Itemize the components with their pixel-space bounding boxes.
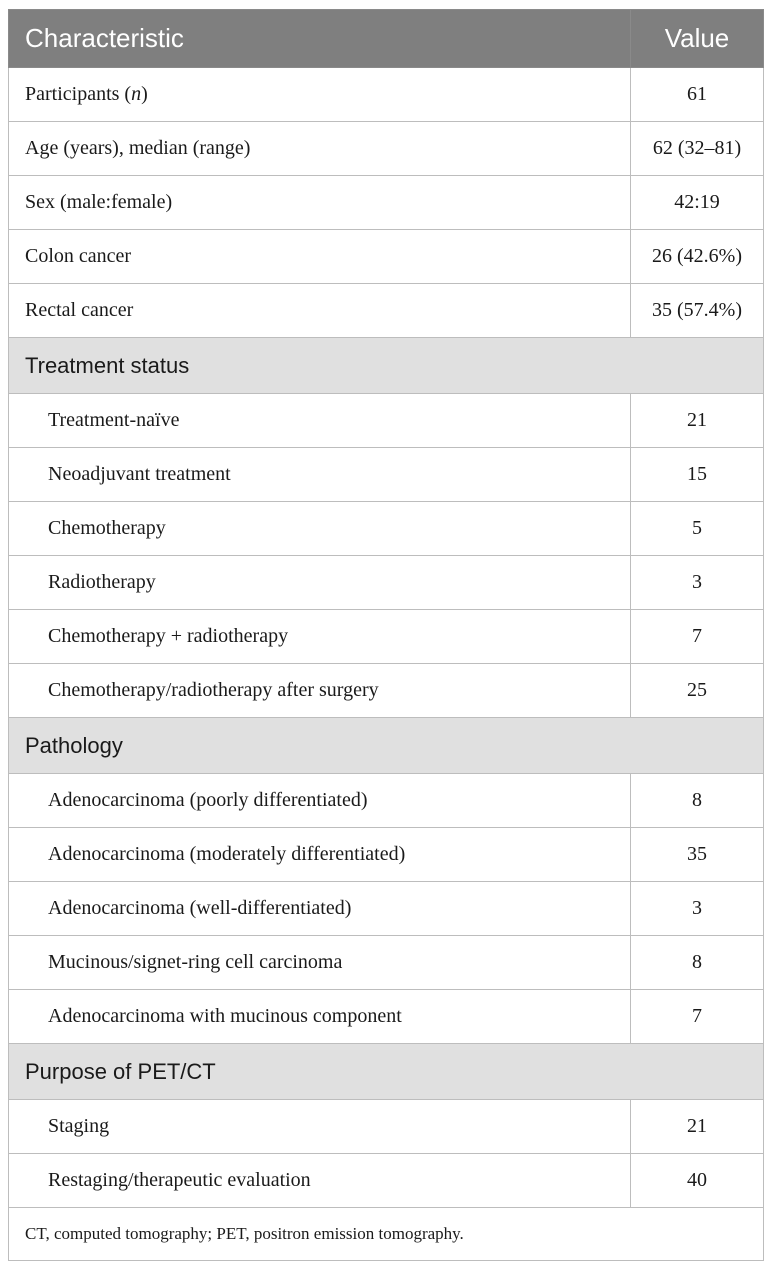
row-label: Adenocarcinoma (moderately differentiated) xyxy=(9,828,631,882)
table-row xyxy=(9,502,764,556)
table-row xyxy=(9,230,764,284)
row-value: 3 xyxy=(631,882,764,936)
row-value: 15 xyxy=(631,448,764,502)
row-label: Staging xyxy=(9,1100,631,1154)
row-label: Adenocarcinoma (well-differentiated) xyxy=(9,882,631,936)
row-value: 21 xyxy=(631,394,764,448)
characteristics-table xyxy=(8,9,764,1261)
table-row xyxy=(9,610,764,664)
row-label: Age (years), median (range) xyxy=(9,122,631,176)
table-row xyxy=(9,990,764,1044)
row-value: 8 xyxy=(631,936,764,990)
section-header-purpose-of-pet-ct xyxy=(9,1044,764,1100)
italic-n: n xyxy=(131,83,142,105)
row-value: 5 xyxy=(631,502,764,556)
row-value: 42:19 xyxy=(631,176,764,230)
table-row xyxy=(9,556,764,610)
row-label: Chemotherapy/radiotherapy after surgery xyxy=(9,664,631,718)
section-title: Purpose of PET/CT xyxy=(9,1044,764,1100)
row-label: Participants (n) xyxy=(9,68,631,122)
row-label: Sex (male:female) xyxy=(9,176,631,230)
section-title: Pathology xyxy=(9,718,764,774)
table-row xyxy=(9,828,764,882)
row-label: Mucinous/signet-ring cell carcinoma xyxy=(9,936,631,990)
table-row xyxy=(9,122,764,176)
table-row xyxy=(9,68,764,122)
row-value: 35 (57.4%) xyxy=(631,284,764,338)
row-label: Colon cancer xyxy=(9,230,631,284)
row-value: 8 xyxy=(631,774,764,828)
row-label: Adenocarcinoma (poorly differentiated) xyxy=(9,774,631,828)
row-value: 3 xyxy=(631,556,764,610)
row-label: Treatment-naïve xyxy=(9,394,631,448)
row-value: 25 xyxy=(631,664,764,718)
table-row xyxy=(9,774,764,828)
table-row xyxy=(9,664,764,718)
row-label: Chemotherapy + radiotherapy xyxy=(9,610,631,664)
table-row xyxy=(9,176,764,230)
table-header-row xyxy=(9,10,764,68)
header-characteristic: Characteristic xyxy=(9,10,631,68)
section-header-pathology xyxy=(9,718,764,774)
row-label: Rectal cancer xyxy=(9,284,631,338)
characteristics-table-container xyxy=(8,9,763,1261)
table-row xyxy=(9,1154,764,1208)
row-value: 26 (42.6%) xyxy=(631,230,764,284)
row-label: Restaging/therapeutic evaluation xyxy=(9,1154,631,1208)
row-value: 62 (32–81) xyxy=(631,122,764,176)
row-value: 35 xyxy=(631,828,764,882)
header-value: Value xyxy=(631,10,764,68)
row-label: Neoadjuvant treatment xyxy=(9,448,631,502)
row-value: 61 xyxy=(631,68,764,122)
table-footnote: CT, computed tomography; PET, positron emission tomography. xyxy=(9,1208,764,1261)
table-footnote-row xyxy=(9,1208,764,1261)
table-row xyxy=(9,1100,764,1154)
row-label: Radiotherapy xyxy=(9,556,631,610)
table-row xyxy=(9,882,764,936)
row-value: 40 xyxy=(631,1154,764,1208)
row-value: 7 xyxy=(631,990,764,1044)
section-title: Treatment status xyxy=(9,338,764,394)
row-value: 7 xyxy=(631,610,764,664)
row-label: Adenocarcinoma with mucinous component xyxy=(9,990,631,1044)
table-row xyxy=(9,394,764,448)
table-row xyxy=(9,448,764,502)
section-header-treatment-status xyxy=(9,338,764,394)
row-value: 21 xyxy=(631,1100,764,1154)
table-row xyxy=(9,936,764,990)
row-label: Chemotherapy xyxy=(9,502,631,556)
table-row xyxy=(9,284,764,338)
